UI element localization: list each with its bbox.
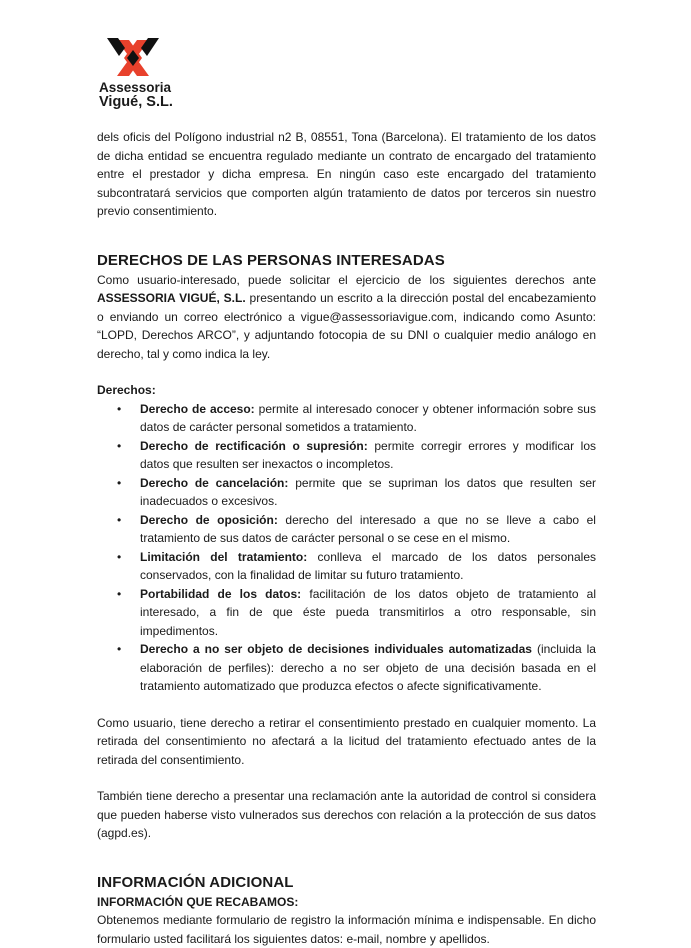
right-term: Derecho de oposición: bbox=[140, 512, 278, 527]
intro-paragraph: dels oficis del Polígono industrial n2 B, 08551, Tona (Barcelona). El tratamiento de los datos de dicha entidad se encuentra regulado mediante un contrato de encargado del tratamiento entre el prestador y dicha empresa. En ningún caso este encargado del tratamiento subcontratará servicios que comporten algún tratamiento de datos por terceros sin nuestro previo consentimiento. bbox=[97, 130, 596, 218]
rights-intro-text: Como usuario-interesado, puede solicitar el ejercicio de los siguientes derechos ante bbox=[97, 272, 596, 287]
bullet-icon: • bbox=[117, 512, 122, 527]
right-term: Derecho de rectificación o supresión: bbox=[140, 438, 368, 453]
bullet-icon: • bbox=[117, 549, 122, 564]
list-item bbox=[97, 474, 596, 511]
right-description: facilitación de los datos objeto de tratamiento al interesado, a fin de que éste pueda transmitirlos a otro responsable, sin impedimentos. bbox=[140, 586, 596, 638]
list-item bbox=[97, 548, 596, 585]
document-body bbox=[97, 128, 596, 948]
bullet-icon: • bbox=[117, 475, 122, 490]
right-term: Limitación del tratamiento: bbox=[140, 549, 308, 564]
right-description: permite al interesado conocer y obtener información sobre sus datos de carácter personal sometidos a tratamiento. bbox=[140, 401, 596, 434]
right-description: permite que se supriman los datos que resulten ser inadecuados o excesivos. bbox=[140, 475, 597, 508]
collected-info-subheading: INFORMACIÓN QUE RECABAMOS: bbox=[97, 894, 299, 909]
list-item bbox=[97, 437, 596, 474]
right-term: Derecho de cancelación: bbox=[140, 475, 289, 490]
list-item bbox=[97, 585, 596, 641]
right-description: derecho del interesado a que no se lleve a cabo el tratamiento de sus datos de carácter personal o se cese en el mismo. bbox=[140, 512, 596, 545]
rights-intro-paragraph bbox=[97, 271, 596, 364]
logo-line-1: Assessoria bbox=[99, 80, 172, 95]
rights-heading: DERECHOS DE LAS PERSONAS INTERESADAS bbox=[97, 251, 445, 269]
right-description: conlleva el marcado de los datos personales conservados, con la finalidad de limitar su futuro tratamiento. bbox=[140, 549, 596, 582]
rights-list bbox=[97, 400, 596, 696]
list-item bbox=[97, 400, 596, 437]
bullet-icon: • bbox=[117, 401, 122, 416]
company-name: ASSESSORIA VIGUÉ, S.L. bbox=[97, 291, 246, 305]
list-item bbox=[97, 640, 596, 696]
rights-list-title: Derechos: bbox=[97, 383, 156, 397]
bullet-icon: • bbox=[117, 438, 122, 453]
withdraw-consent-paragraph: Como usuario, tiene derecho a retirar el consentimiento prestado en cualquier momento. La retirada del consentimiento no afectará a la licitud del tratamiento efectuado antes de la retirada del consentimiento. bbox=[97, 715, 596, 767]
complaint-paragraph: También tiene derecho a presentar una reclamación ante la autoridad de control si considera que pueden haberse visto vulnerados sus derechos con relación a la protección de sus datos (agpd.es). bbox=[97, 789, 596, 840]
logo-wordmark bbox=[99, 80, 173, 110]
right-description: (incluida la elaboración de perfiles): derecho a no ser objeto de una decisión basada en el tratamiento automatizado que produzca efectos o afecte significativamente. bbox=[140, 642, 596, 693]
bullet-icon: • bbox=[117, 642, 122, 656]
logo-mark-icon bbox=[103, 36, 163, 80]
list-item bbox=[97, 511, 596, 548]
rights-intro-text-continued: presentando un escrito a la dirección postal del encabezamiento o enviando un correo electrónico a vigue@assessoriavigue.com, indicando como Asunto: “LOPD, Derechos ARCO”, y adjuntando fotocopia de su DNI o cualquier medio análogo en derecho, tal y como indica la ley. bbox=[97, 291, 596, 361]
company-logo bbox=[99, 36, 189, 120]
collected-info-paragraph: Obtenemos mediante formulario de registro la información mínima e indispensable. En dicho formulario usted facilitará los siguientes datos: e-mail, nombre y apellidos. bbox=[97, 913, 596, 946]
right-description: permite corregir errores y modificar los datos que resulten ser inexactos o incompletos. bbox=[140, 438, 596, 471]
logo-line-2: Vigué, S.L. bbox=[99, 94, 173, 110]
additional-info-heading: INFORMACIÓN ADICIONAL bbox=[97, 873, 294, 891]
bullet-icon: • bbox=[117, 586, 122, 601]
right-term: Derecho de acceso: bbox=[140, 401, 255, 416]
right-term: Derecho a no ser objeto de decisiones individuales automatizadas bbox=[140, 642, 532, 656]
right-term: Portabilidad de los datos: bbox=[140, 586, 302, 601]
